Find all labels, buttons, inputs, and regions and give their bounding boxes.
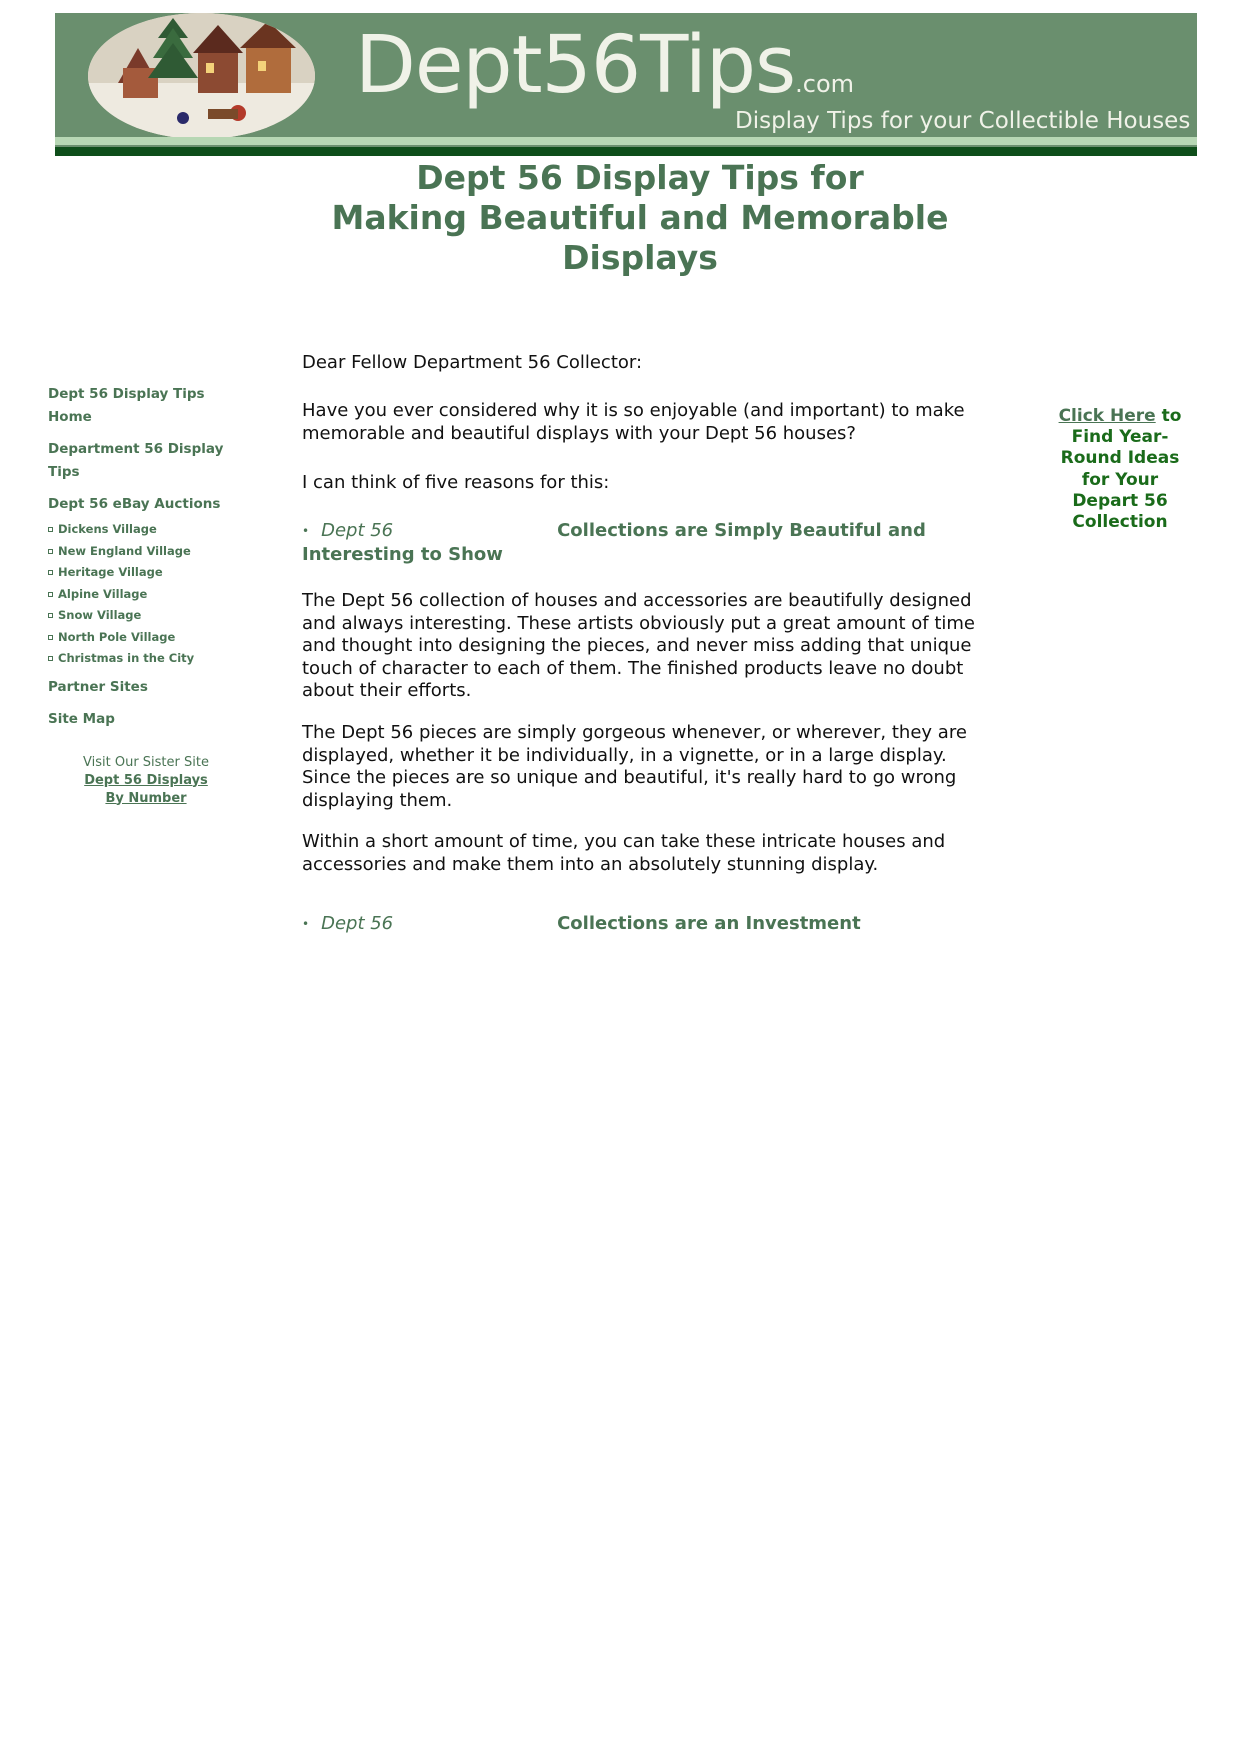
sidebar-nav: [48, 383, 248, 808]
sister-site-link[interactable]: Dept 56 Displays By Number: [84, 772, 208, 806]
page-title: Dept 56 Display Tips for Making Beautiful and Memorable Displays: [331, 158, 949, 277]
reason-1-paragraph-2: The Dept 56 pieces are simply gorgeous whenever, or wherever, they are displayed, whether it be individually, in a vignette, or in a large display. Since the pieces are so unique and beautiful, it's really hard to go wrong displaying them.: [302, 722, 967, 811]
click-here-link[interactable]: Click Here: [1058, 406, 1156, 426]
greeting: Dear Fellow Department 56 Collector:: [302, 352, 643, 373]
banner-stripe: [55, 137, 1197, 145]
sidebar-item-christmas-in-the-city[interactable]: Christmas in the City: [48, 648, 248, 670]
site-logo[interactable]: Dept56Tips.com: [355, 19, 855, 111]
site-tagline: Display Tips for your Collectible Houses: [735, 108, 1191, 134]
sidebar-item-heritage-village[interactable]: Heritage Village: [48, 562, 248, 584]
village-scene-image: [88, 13, 315, 139]
reason-1-paragraph-3: Within a short amount of time, you can take these intricate houses and accessories and make them into an absolutely stunning display.: [302, 831, 946, 875]
bullet-icon: •: [302, 523, 310, 538]
sidebar-item-snow-village[interactable]: Snow Village: [48, 605, 248, 627]
reason-heading-2: • Dept 56 Collections are an Investment: [302, 913, 861, 934]
sidebar-link-display-tips[interactable]: Department 56 Display Tips: [48, 441, 224, 480]
intro-paragraph: Have you ever considered why it is so enjoyable (and important) to make memorable and beautiful displays with your Dept 56 houses?: [302, 400, 965, 444]
sidebar-link-site-map[interactable]: Site Map: [48, 710, 115, 727]
sister-site-label: Visit Our Sister Site: [83, 754, 209, 770]
square-bullet-icon: [48, 549, 53, 554]
village-list: [48, 519, 248, 670]
square-bullet-icon: [48, 527, 53, 532]
sidebar-link-ebay-auctions[interactable]: Dept 56 eBay Auctions: [48, 496, 221, 512]
square-bullet-icon: [48, 592, 53, 597]
sidebar-item-alpine-village[interactable]: Alpine Village: [48, 584, 248, 606]
reason-heading-1: • Dept 56 Collections are Simply Beautiful and Interesting to Show: [302, 520, 926, 565]
square-bullet-icon: [48, 635, 53, 640]
five-reasons-text: I can think of five reasons for this:: [302, 472, 610, 493]
square-bullet-icon: [48, 613, 53, 618]
sidebar-item-new-england-village[interactable]: New England Village: [48, 541, 248, 563]
site-banner[interactable]: [55, 13, 1197, 156]
square-bullet-icon: [48, 570, 53, 575]
sidebar-item-north-pole-village[interactable]: North Pole Village: [48, 627, 248, 649]
sidebar-link-partner-sites[interactable]: Partner Sites: [48, 678, 148, 695]
sister-site-box: [48, 754, 244, 808]
year-round-ideas-promo: Click Here to Find Year-Round Ideas for Your Depart 56 Collection: [1058, 406, 1182, 533]
reason-1-paragraph-1: The Dept 56 collection of houses and accessories are beautifully designed and always interesting. These artists obviously put a great amount of time and thought into designing the pieces, and never miss adding that unique touch of character to each of them. The finished products leave no doubt about their efforts.: [302, 590, 975, 701]
bullet-icon: •: [302, 916, 310, 931]
sidebar-link-home[interactable]: Dept 56 Display Tips Home: [48, 386, 205, 425]
sidebar-item-dickens-village[interactable]: Dickens Village: [48, 519, 248, 541]
square-bullet-icon: [48, 656, 53, 661]
banner-stripe-dark: [55, 147, 1197, 156]
